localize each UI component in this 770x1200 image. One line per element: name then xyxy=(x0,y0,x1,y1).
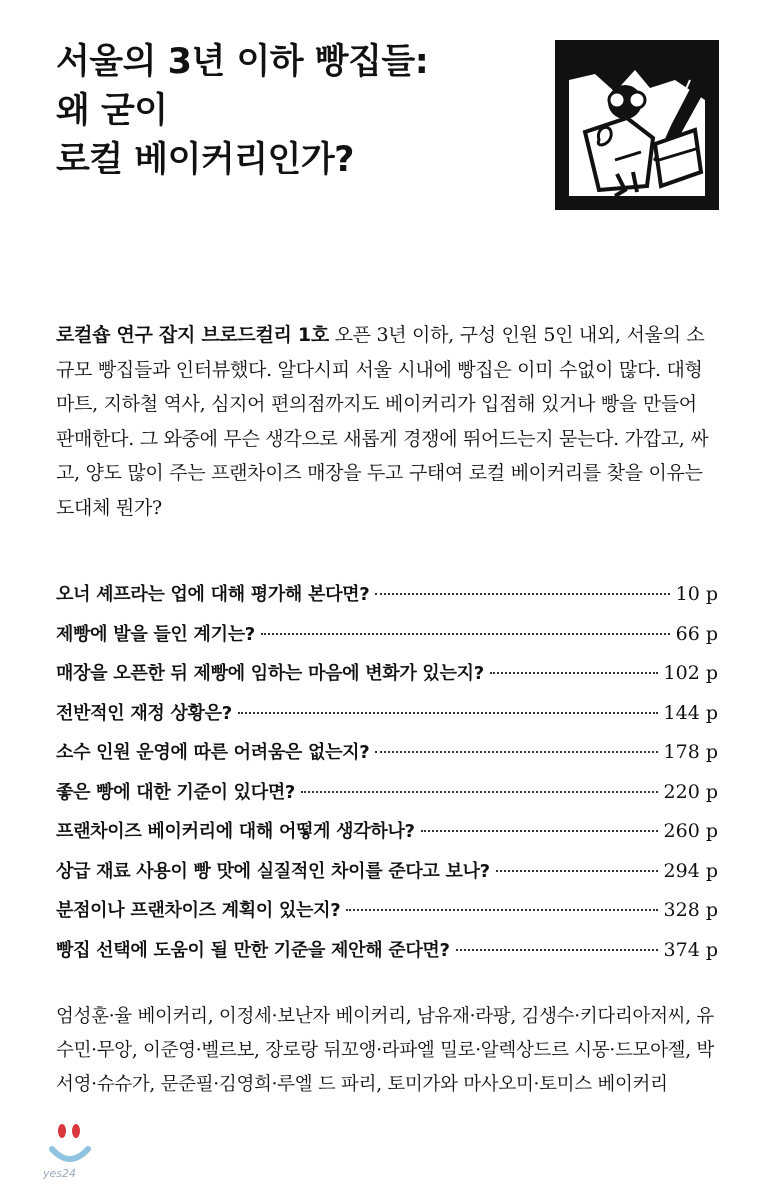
toc-page: 260 p xyxy=(663,820,718,842)
title-line-2: 왜 굳이 xyxy=(56,91,168,131)
toc-page: 102 p xyxy=(663,662,718,684)
toc-question: 프랜차이즈 베이커리에 대해 어떻게 생각하나? xyxy=(56,821,415,842)
toc-row xyxy=(56,620,718,660)
toc-row xyxy=(56,817,718,857)
toc-row xyxy=(56,896,718,936)
toc-page: 144 p xyxy=(663,701,718,724)
interviewee-credits: 엄성훈·율 베이커리, 이정세·보난자 베이커리, 남유재·라팡, 김생수·키다리아저씨, 유수민·무앙, 이준영·벨르보, 장로랑 뒤꼬앵·라파엘 밀로·알렉상드르 시몽·드모아젤, 박서영·슈슈가, 문준필·김영희·루엘 드 파리, 토미가와 마사오미·토미스 베이커리 xyxy=(56,1006,714,1095)
toc-row xyxy=(56,580,718,620)
toc-page: 294 p xyxy=(663,859,718,882)
toc-question: 오너 셰프라는 업에 대해 평가해 본다면? xyxy=(56,584,370,605)
toc-leader-dots xyxy=(301,791,657,793)
magazine-name: 로컬숍 연구 잡지 브로드컬리 1호 xyxy=(56,324,329,346)
toc-leader-dots xyxy=(346,909,657,911)
toc-question: 상급 재료 사용이 빵 맛에 실질적인 차이를 준다고 보나? xyxy=(56,860,490,882)
toc-page: 66 p xyxy=(675,622,718,645)
table-of-contents xyxy=(56,580,718,975)
toc-page: 328 p xyxy=(663,899,718,921)
toc-row xyxy=(56,857,718,897)
title-line-1: 서울의 3년 이하 빵집들: xyxy=(56,42,429,82)
toc-row xyxy=(56,778,718,818)
toc-question: 전반적인 재정 상황은? xyxy=(56,702,232,724)
toc-row xyxy=(56,659,718,699)
toc-question: 빵집 선택에 도움이 될 만한 기준을 제안해 준다면? xyxy=(56,939,450,961)
toc-leader-dots xyxy=(375,751,657,753)
toc-page: 178 p xyxy=(663,741,718,763)
toc-question: 소수 인원 운영에 따른 어려움은 없는지? xyxy=(56,742,370,763)
toc-leader-dots xyxy=(238,712,658,714)
page-title xyxy=(56,38,526,185)
toc-leader-dots xyxy=(375,593,669,595)
toc-question: 제빵에 발을 들인 계기는? xyxy=(56,623,255,645)
toc-row xyxy=(56,699,718,739)
intro-body: 오픈 3년 이하, 구성 인원 5인 내외, 서울의 소규모 빵집들과 인터뷰했다. 알다시피 서울 시내에 빵집은 이미 수없이 많다. 대형마트, 지하철 역사, 심지어 편의점까지도 베이커리가 입점해 있거나 빵을 만들어 판매한다. 그 와중에 무슨 생각으로 새롭게 경쟁에 뛰어드는지 묻는다. 가깝고, 싸고, 양도 많이 주는 프랜차이즈 매장을 두고 구태여 로컬 베이커리를 찾을 이유는 도대체 뭔가? xyxy=(56,324,709,519)
title-line-3: 로컬 베이커리인가? xyxy=(56,140,354,180)
toc-row xyxy=(56,738,718,778)
toc-leader-dots xyxy=(496,870,658,872)
toc-leader-dots xyxy=(490,672,658,674)
toc-question: 분점이나 프랜차이즈 계획이 있는지? xyxy=(56,900,341,921)
toc-question: 매장을 오픈한 뒤 제빵에 임하는 마음에 변화가 있는지? xyxy=(56,663,484,684)
toc-page: 374 p xyxy=(663,938,718,961)
intro-paragraph xyxy=(56,318,716,525)
toc-page: 220 p xyxy=(663,780,718,803)
toc-leader-dots xyxy=(421,830,658,832)
toc-row xyxy=(56,936,718,976)
toc-question: 좋은 빵에 대한 기준이 있다면? xyxy=(56,781,296,803)
toc-leader-dots xyxy=(261,633,670,635)
bakery-illustration xyxy=(555,40,719,210)
toc-page: 10 p xyxy=(675,583,718,605)
toc-leader-dots xyxy=(456,949,658,951)
watermark-text: yes24 xyxy=(43,1167,77,1180)
